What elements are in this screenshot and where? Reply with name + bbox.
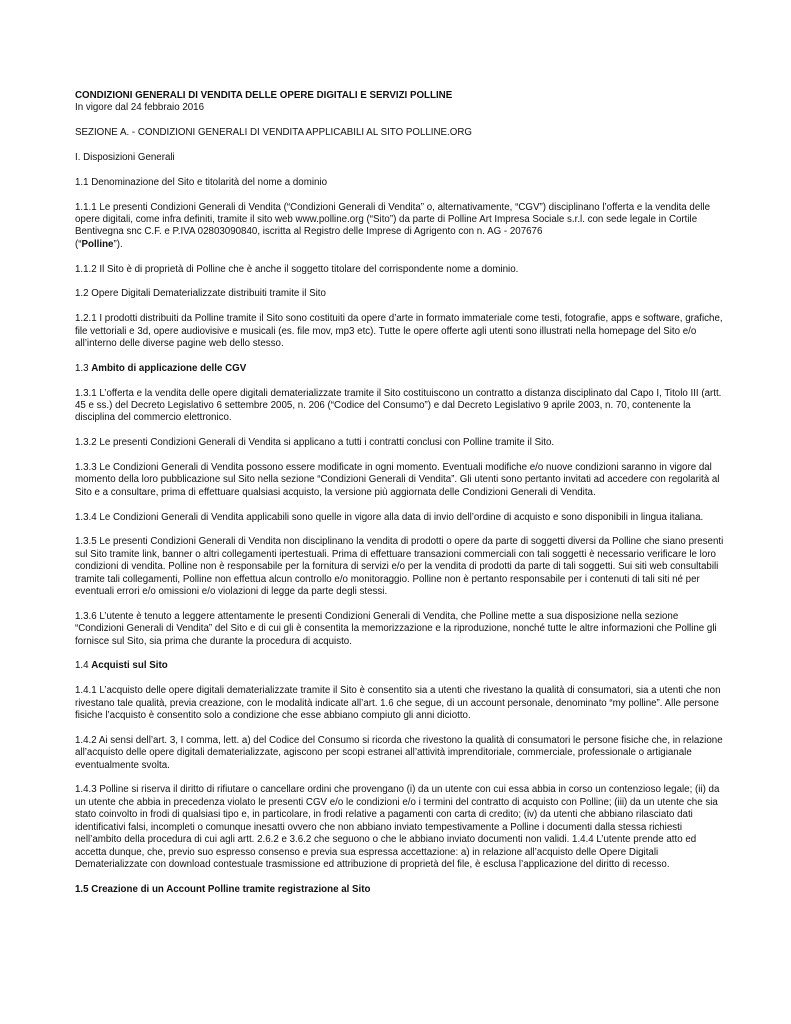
paragraph-1-1-1-text: 1.1.1 Le presenti Condizioni Generali di Vendita (“Condizioni Generali di Vendita” o, alternativamente, “CGV”) disciplinano l’offerta e la vendita delle opere digitali, come infra definiti, tramite il sito web www.polline.org (“Sito”) da parte di Polline Art Impresa Sociale s.r.l. con sede legale in Cortile Bentivegna snc C.F. e P.IVA 02803090840, iscritta al Registro delle Imprese di Agrigento con n. AG - 207676 [75, 201, 711, 238]
paragraph-1-1-2: 1.1.2 Il Sito è di proprietà di Polline che è anche il soggetto titolare del corrispondente nome a dominio. [75, 263, 519, 275]
paragraph-1-4-2: 1.4.2 Ai sensi dell’art. 3, I comma, lett. a) del Codice del Consumo si ricorda che rivestono la qualità di consumatori le persone fisiche che, in relazione all’acquisto delle opere digitali dematerializzate, agiscono per scopi estranei all’attività imprenditoriale, commerciale, professionale o artigianale eventualmente svolta. [75, 734, 723, 771]
paragraph-1-3-2: 1.3.2 Le presenti Condizioni Generali di Vendita si applicano a tutti i contratti conclusi con Polline tramite il Sito. [75, 437, 555, 449]
paragraph-1-3-3: 1.3.3 Le Condizioni Generali di Vendita possono essere modificate in ogni momento. Eventuali modifiche e/o nuove condizioni saranno in vigore dal momento della loro pubblicazione sul Sito nella sezione “Condizioni Generali di Vendita”. Gli utenti sono pertanto invitati ad accedere con regolarità al Sito e a consultare, prima di effettuare qualsiasi acquisto, la versione più aggiornata delle Condizioni Generali di Vendita. [75, 462, 720, 498]
paragraph-1-4-3: 1.4.3 Polline si riserva il diritto di rifiutare o cancellare ordini che provengano (i) da un utente con cui essa abbia in corso un contenzioso legale; (ii) da un utente che abbia in precedenza violato le presenti CGV e/o le condizioni e/o i termini del contratto di acquisto con Polline; (iii) da un utente che sia stato coinvolto in frodi di qualsiasi tipo e, in particolare, in frodi relative a pagamenti con carta di credito; (iv) da utenti che abbiano rilasciato dati identificativi falsi, incompleti o comunque inesatti ovvero che non abbiano inviato tempestivamente a Polline i documenti dalla stessa richiesti nell’ambito della procedura di cui agli artt. 2.6.2 e 3.6.2 che seguono o che le abbiano inviato documenti non validi. 1.4.4 L’utente prende atto ed accetta dunque, che, previo suo espresso consenso e previa sua espressa accettazione: a) in relazione all’acquisto delle Opere Digitali Dematerializzate con download contestuale trasmissione ed attribuzione di proprietà del file, è esclusa l’applicazione del diritto di recesso. [75, 784, 720, 870]
paragraph-1-3-6: 1.3.6 L’utente è tenuto a leggere attentamente le presenti Condizioni Generali di Vendita, che Polline mette a sua disposizione nella sezione “Condizioni Generali di Vendita” del Sito e di cui gli è consentita la memorizzazione e la riproduzione, nonché tutte le altre informazioni che Polline gli fornisce sul Sito, sia prima che durante la procedura di acquisto. [75, 610, 717, 647]
effective-date: In vigore dal 24 febbraio 2016 [75, 102, 205, 114]
paragraph-1-3-5: 1.3.5 Le presenti Condizioni Generali di Vendita non disciplinano la vendita di prodotti o opere da parte di soggetti diversi da Polline che siano presenti sul Sito tramite link, banner o altri collegamenti ipertestuali. Prima di effettuare transazioni commerciali con tali soggetti è necessario verificare le loro condizioni di vendita. Polline non è responsabile per la fornitura di servizi e/o per la vendita di prodotti da parte di tali soggetti. Sui siti web consultabili tramite tali collegamenti, Polline non effettua alcun controllo e/o monitoraggio. Polline non è pertanto responsabile per i contenuti di tali siti né per eventuali errori e/o omissioni e/o violazioni di legge da parte degli stessi. [75, 536, 724, 598]
polline-close: ”). [113, 238, 123, 250]
heading-1-4-title: Acquisti sul Sito [91, 660, 168, 672]
heading-1-4-number: 1.4 [75, 660, 92, 672]
paragraph-1-3-1: 1.3.1 L’offerta e la vendita delle opere digitali dematerializzate tramite il Sito costituiscono un contratto a distanza disciplinato dal Capo I, Titolo III (artt. 45 e ss.) del Decreto Legislativo 6 settembre 2005, n. 206 (“Codice del Consumo”) e dal Decreto Legislativo 9 aprile 2003, n. 70, contenente la disciplina del commercio elettronico. [75, 387, 722, 424]
document-title: CONDIZIONI GENERALI DI VENDITA DELLE OPERE DIGITALI E SERVIZI POLLINE [75, 90, 453, 101]
heading-1-2: 1.2 Opere Digitali Dematerializzate distribuiti tramite il Sito [75, 288, 326, 300]
heading-1-3 [75, 363, 725, 375]
polline-defined-term: Polline [81, 238, 114, 250]
section-a-heading: SEZIONE A. - CONDIZIONI GENERALI DI VENDITA APPLICABILI AL SITO POLLINE.ORG [75, 127, 472, 139]
part-1-heading: I. Disposizioni Generali [75, 152, 175, 163]
paragraph-1-1-1 [75, 202, 725, 252]
heading-1-3-title: Ambito di applicazione delle CGV [91, 362, 247, 374]
document-page [75, 90, 725, 909]
heading-1-3-number: 1.3 [75, 362, 92, 374]
heading-1-5: 1.5 Creazione di un Account Polline tramite registrazione al Sito [75, 883, 371, 895]
document-header [75, 90, 725, 115]
heading-1-1: 1.1 Denominazione del Sito e titolarità del nome a dominio [75, 176, 328, 188]
paragraph-1-4-1: 1.4.1 L’acquisto delle opere digitali dematerializzate tramite il Sito è consentito sia a utenti che rivestano la qualità di consumatori, sia a utenti che non rivestano tale qualità, previa creazione, con le modalità indicate all’art. 1.6 che segue, di un account personale, denominato “my polline”. Alle persone fisiche l’acquisto è consentito solo a condizione che esse abbiano compiuto gli anni diciotto. [75, 685, 721, 722]
paragraph-1-2-1: 1.2.1 I prodotti distribuiti da Polline tramite il Sito sono costituiti da opere d’arte in formato immateriale come testi, fotografie, apps e software, grafiche, file vettoriali e 3d, opere audiovisive e musicali (es. file mov, mp3 etc). Tutte le opere offerte agli utenti sono illustrati nella homepage del Sito e/o all’interno delle diverse pagine web dello stesso. [75, 313, 723, 350]
heading-1-4 [75, 660, 725, 672]
paragraph-1-3-4: 1.3.4 Le Condizioni Generali di Vendita applicabili sono quelle in vigore alla data di invio dell’ordine di acquisto e sono disponibili in lingua italiana. [75, 511, 704, 523]
polline-open: (“ [75, 238, 82, 250]
